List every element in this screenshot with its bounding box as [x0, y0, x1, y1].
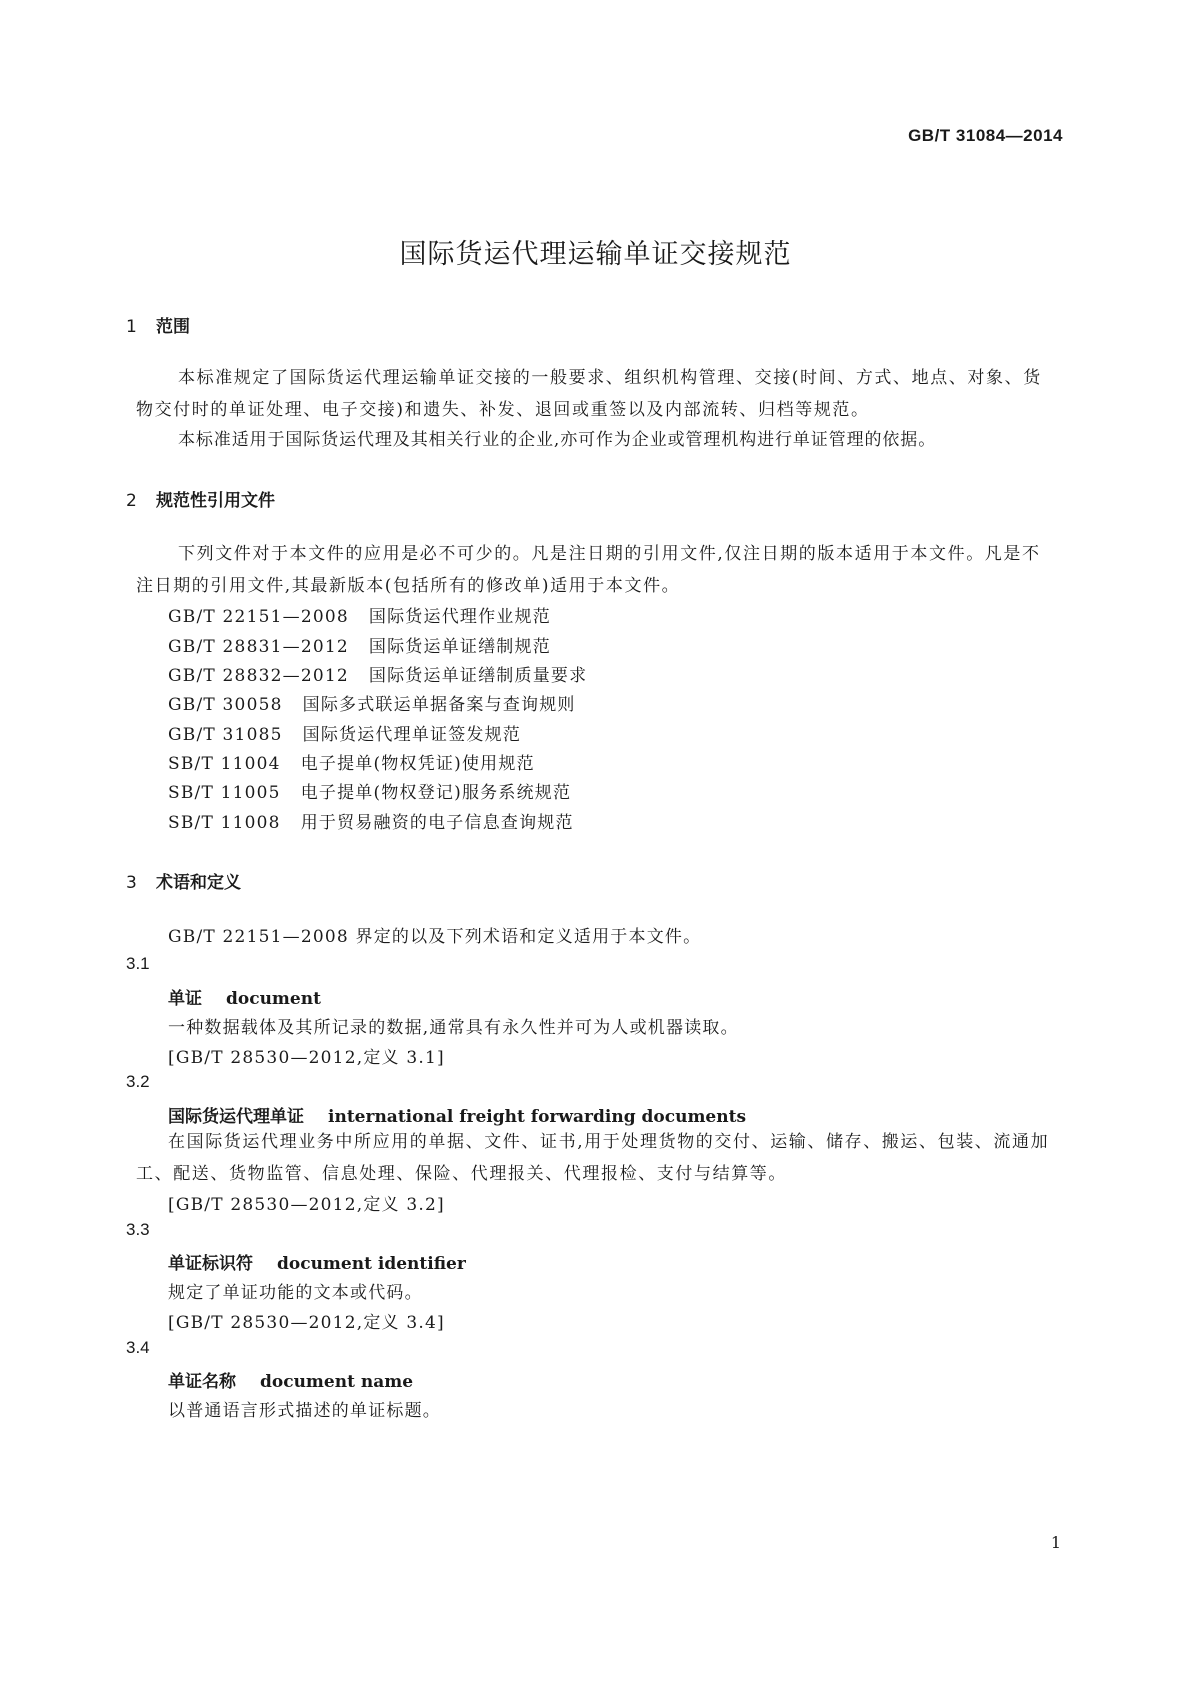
section-1-heading	[126, 312, 190, 337]
term-en: document	[226, 989, 321, 1009]
reference-item	[168, 602, 551, 627]
reference-title: 国际多式联运单据备案与查询规则	[302, 695, 576, 715]
reference-title: 电子提单(物权登记)服务系统规范	[300, 783, 572, 803]
reference-title: 国际货运代理单证签发规范	[302, 725, 522, 745]
term-heading	[168, 1367, 413, 1392]
term-number: 3.1	[126, 954, 150, 973]
section-title: 范围	[156, 317, 190, 337]
section-number: 3	[126, 873, 137, 893]
term-definition: 规定了单证功能的文本或代码。	[168, 1283, 423, 1303]
term-number: 3.2	[126, 1072, 150, 1091]
reference-code: GB/T 31085	[168, 725, 283, 745]
reference-code: GB/T 28832—2012	[168, 666, 349, 686]
page-number: 1	[1050, 1533, 1061, 1552]
term-source: [GB/T 28530—2012,定义 3.4]	[168, 1313, 445, 1333]
term-heading	[168, 1102, 746, 1127]
section-3-heading	[126, 868, 241, 893]
section-2-heading	[126, 486, 275, 511]
scope-paragraph-1: 本标准规定了国际货运代理运输单证交接的一般要求、组织机构管理、交接(时间、方式、地点、对象、货物交付时的单证处理、电子交接)和遗失、补发、退回或重签以及内部流转、归档等规范。	[136, 368, 1042, 420]
reference-code: GB/T 22151—2008	[168, 607, 349, 627]
document-title: 国际货运代理运输单证交接规范	[399, 239, 792, 270]
reference-code: SB/T 11005	[168, 783, 281, 803]
term-definition: 以普通语言形式描述的单证标题。	[168, 1401, 441, 1421]
term-zh: 单证标识符	[168, 1254, 253, 1274]
reference-code: GB/T 30058	[168, 695, 283, 715]
term-heading	[168, 1249, 466, 1274]
term-en: document identifier	[277, 1254, 466, 1274]
reference-title: 国际货运代理作业规范	[368, 607, 551, 627]
reference-item	[168, 661, 587, 686]
reference-item	[168, 690, 576, 715]
term-definition: 在国际货运代理业务中所应用的单据、文件、证书,用于处理货物的交付、运输、储存、搬运、包装、流通加工、配送、货物监管、信息处理、保险、代理报关、代理报检、支付与结算等。	[136, 1132, 1050, 1184]
term-zh: 单证	[168, 989, 202, 1009]
standard-code: GB/T 31084—2014	[908, 126, 1063, 145]
term-en: document name	[260, 1372, 414, 1392]
reference-code: SB/T 11008	[168, 813, 281, 833]
reference-item	[168, 778, 571, 803]
reference-title: 电子提单(物权凭证)使用规范	[300, 754, 535, 774]
term-heading	[168, 984, 321, 1009]
term-zh: 单证名称	[168, 1372, 236, 1392]
reference-item	[168, 632, 551, 657]
reference-item	[168, 749, 535, 774]
term-definition: 一种数据载体及其所记录的数据,通常具有永久性并可为人或机器读取。	[168, 1018, 739, 1038]
terms-intro: GB/T 22151—2008 界定的以及下列术语和定义适用于本文件。	[168, 927, 702, 947]
term-en: international freight forwarding documents	[328, 1107, 747, 1127]
term-number: 3.3	[126, 1220, 150, 1239]
reference-title: 国际货运单证缮制质量要求	[368, 666, 588, 686]
term-number: 3.4	[126, 1338, 150, 1357]
reference-code: GB/T 28831—2012	[168, 637, 349, 657]
reference-title: 用于贸易融资的电子信息查询规范	[300, 813, 574, 833]
section-title: 术语和定义	[156, 873, 241, 893]
term-source: [GB/T 28530—2012,定义 3.1]	[168, 1048, 445, 1068]
references-intro: 下列文件对于本文件的应用是必不可少的。凡是注日期的引用文件,仅注日期的版本适用于本文件。凡是不注日期的引用文件,其最新版本(包括所有的修改单)适用于本文件。	[136, 544, 1041, 596]
section-title: 规范性引用文件	[156, 491, 275, 511]
section-number: 2	[126, 491, 137, 511]
term-source: [GB/T 28530—2012,定义 3.2]	[168, 1195, 445, 1215]
reference-item	[168, 808, 574, 833]
section-number: 1	[126, 317, 137, 337]
scope-paragraph-2: 本标准适用于国际货运代理及其相关行业的企业,亦可作为企业或管理机构进行单证管理的依据。	[178, 430, 937, 450]
reference-item	[168, 720, 521, 745]
reference-title: 国际货运单证缮制规范	[368, 637, 551, 657]
reference-code: SB/T 11004	[168, 754, 281, 774]
term-zh: 国际货运代理单证	[168, 1107, 304, 1127]
